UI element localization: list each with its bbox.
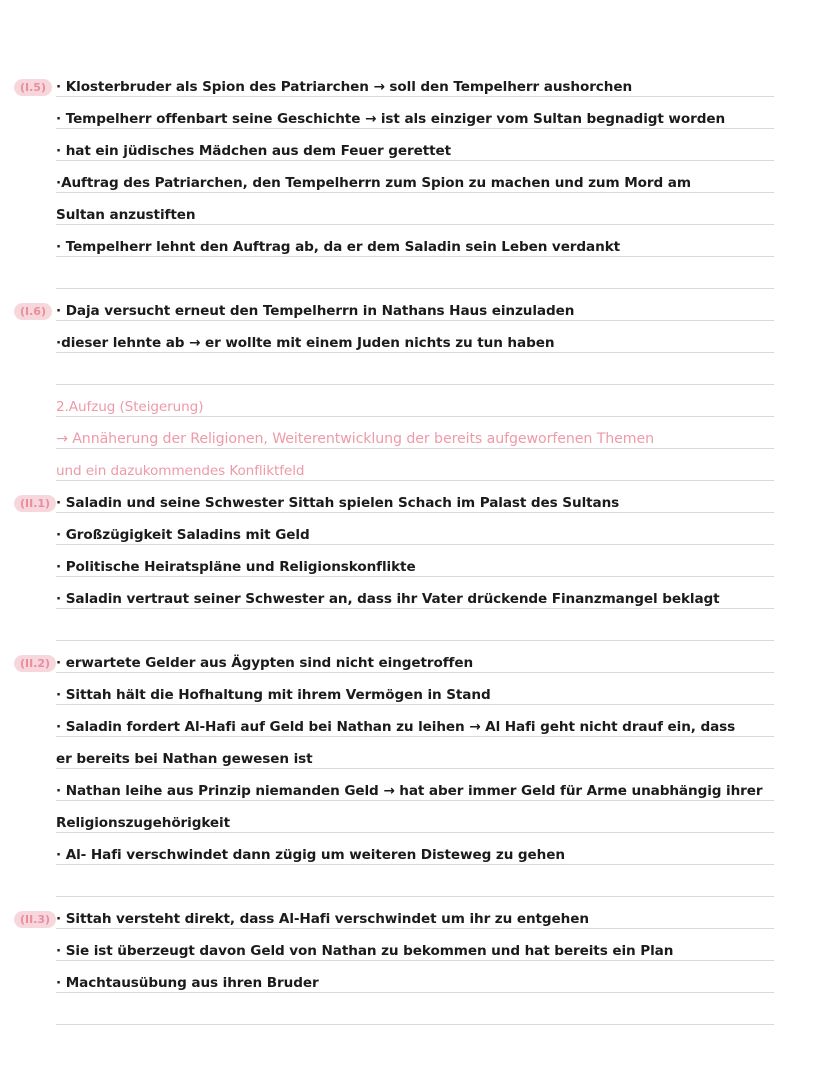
note-line (0, 168, 828, 198)
rule-line (56, 288, 774, 289)
note-text: · Machtausübung aus ihren Bruder (56, 975, 319, 991)
note-text: · Sittah hält die Hofhaltung mit ihrem Vermögen in Stand (56, 687, 491, 703)
note-text: · Sittah versteht direkt, dass Al-Hafi verschwindet um ihr zu entgehen (56, 911, 589, 927)
rule-line (56, 640, 774, 641)
scene-badge: (II.2) (14, 655, 56, 672)
note-text: · Nathan leihe aus Prinzip niemanden Geld → hat aber immer Geld für Arme unabhängig ihrer (56, 783, 763, 799)
scene-badge: (II.3) (14, 911, 56, 928)
act-heading-line (0, 456, 828, 486)
note-text: ·Auftrag des Patriarchen, den Tempelherrn zum Spion zu machen und zum Mord am (56, 175, 691, 191)
rule-line (56, 384, 774, 385)
note-text: · Tempelherr lehnt den Auftrag ab, da er dem Saladin sein Leben verdankt (56, 239, 621, 255)
note-line (0, 328, 828, 358)
note-line (0, 136, 828, 166)
note-line (0, 648, 828, 678)
note-line (0, 584, 828, 614)
rule-line (56, 1024, 774, 1025)
note-text: · Sie ist überzeugt davon Geld von Nathan zu bekommen und hat bereits ein Plan (56, 943, 674, 959)
note-text: · Klosterbruder als Spion des Patriarchen → soll den Tempelherr aushorchen (56, 79, 633, 95)
note-line (0, 968, 828, 998)
scene-badge: (I.5) (14, 79, 52, 96)
note-line (0, 72, 828, 102)
note-line (0, 520, 828, 550)
rule-line (56, 896, 774, 897)
note-text: · erwartete Gelder aus Ägypten sind nicht eingetroffen (56, 655, 474, 671)
note-line (0, 200, 828, 230)
scene-badge: (I.6) (14, 303, 52, 320)
note-text: · Politische Heiratspläne und Religionskonflikte (56, 559, 416, 575)
note-line (0, 744, 828, 774)
note-line (0, 936, 828, 966)
note-text: · Großzügigkeit Saladins mit Geld (56, 527, 310, 543)
note-text: Sultan anzustiften (56, 207, 196, 223)
note-text: · Saladin fordert Al-Hafi auf Geld bei Nathan zu leihen → Al Hafi geht nicht drauf ein, dass (56, 719, 736, 735)
act-summary: → Annäherung der Religionen, Weiterentwicklung der bereits aufgeworfenen Themen (56, 431, 655, 447)
act-title: 2.Aufzug (Steigerung) (56, 399, 204, 415)
note-line (0, 488, 828, 518)
note-text: Religionszugehörigkeit (56, 815, 231, 831)
scene-badge: (II.1) (14, 495, 56, 512)
note-line (0, 840, 828, 870)
note-line (0, 904, 828, 934)
note-text: er bereits bei Nathan gewesen ist (56, 751, 313, 767)
note-text: ·dieser lehnte ab → er wollte mit einem Juden nichts zu tun haben (56, 335, 555, 351)
note-text: · Daja versucht erneut den Tempelherrn in Nathans Haus einzuladen (56, 303, 575, 319)
act-heading-line (0, 392, 828, 422)
note-line (0, 232, 828, 262)
note-text: · Saladin und seine Schwester Sittah spielen Schach im Palast des Sultans (56, 495, 620, 511)
note-text: · hat ein jüdisches Mädchen aus dem Feuer gerettet (56, 143, 452, 159)
note-line (0, 552, 828, 582)
note-line (0, 296, 828, 326)
note-text: · Al- Hafi verschwindet dann zügig um weiteren Disteweg zu gehen (56, 847, 565, 863)
note-line (0, 104, 828, 134)
note-text: · Tempelherr offenbart seine Geschichte → ist als einziger vom Sultan begnadigt worden (56, 111, 726, 127)
note-text: · Saladin vertraut seiner Schwester an, dass ihr Vater drückende Finanzmangel beklagt (56, 591, 720, 607)
note-line (0, 808, 828, 838)
note-line (0, 680, 828, 710)
act-summary: und ein dazukommendes Konfliktfeld (56, 463, 305, 479)
note-line (0, 776, 828, 806)
note-line (0, 712, 828, 742)
act-heading-line (0, 424, 828, 454)
